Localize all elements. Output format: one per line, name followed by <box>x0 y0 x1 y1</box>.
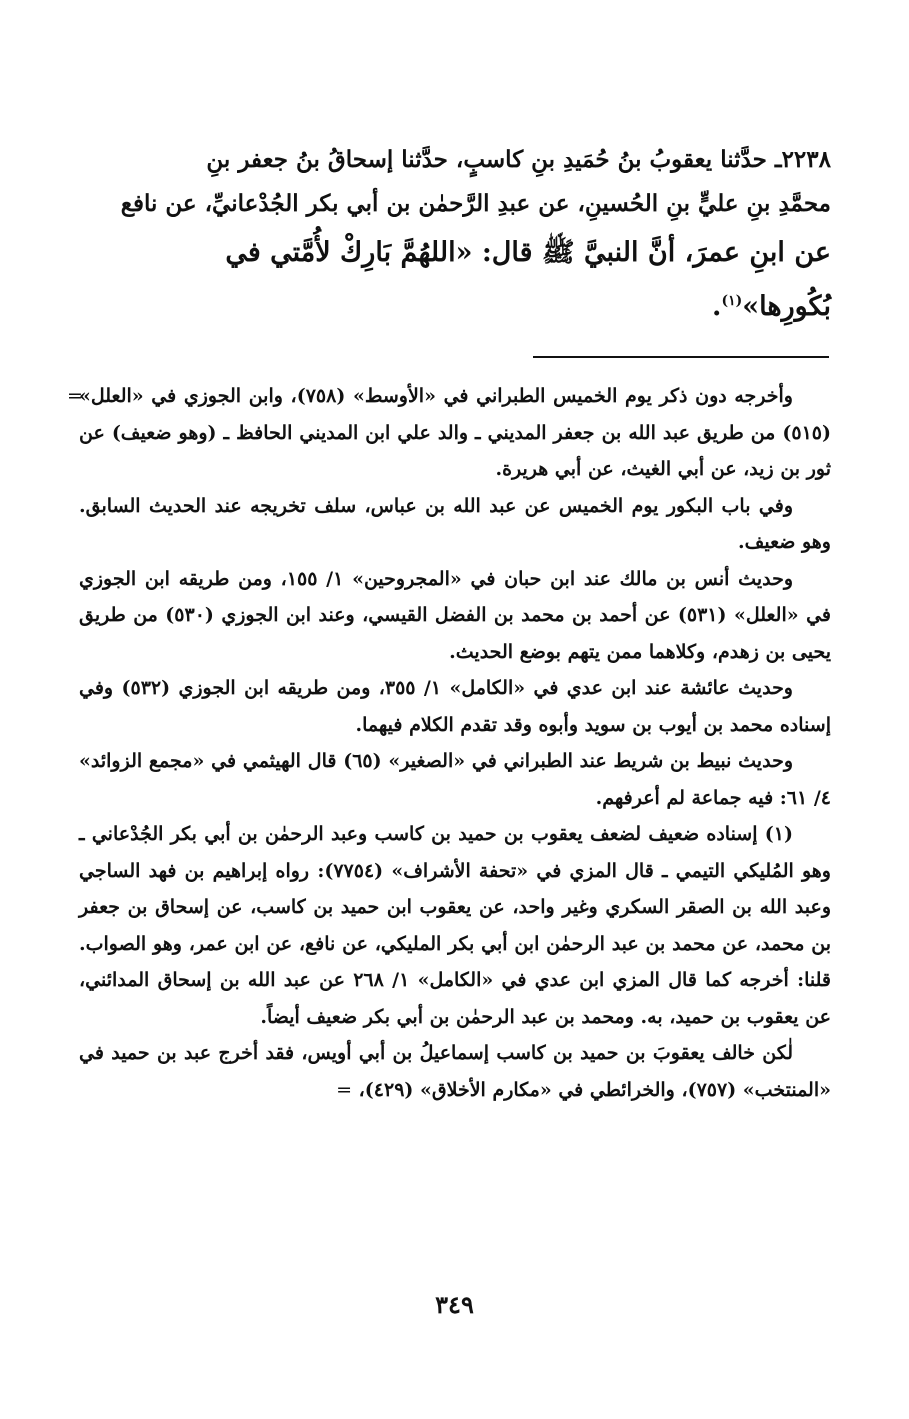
footnote-paragraph-7 <box>79 1035 831 1108</box>
footnote-paragraph-1-text: وأخرجه دون ذكر يوم الخميس الطبراني في «الأوسط» (٧٥٨)، وابن الجوزي في «العلل» (٥١٥) من طريق عبد الله بن جعفر المديني ـ والد علي ابن المديني الحافظ ـ (وهو ضعيف) عن ثور بن زيد، عن أبي الغيث، عن أبي هريرة. <box>79 385 831 480</box>
hadith-line-1: ٢٢٣٨ـ حدَّثنا يعقوبُ بنُ حُمَيدِ بنِ كاسبٍ، حدَّثنا إسحاقُ بنُ جعفر بنِ <box>206 146 831 173</box>
hadith-line-4 <box>79 280 831 334</box>
footnote-paragraph-6: (١) إسناده ضعيف لضعف يعقوب بن حميد بن كاسب وعبد الرحمٰن بن أبي بكر الجُدْعاني ـ وهو المُليكي التيمي ـ قال المزي في «تحفة الأشراف» (٧٧٥٤): رواه إبراهيم بن فهد الساجي وعبد الله بن الصقر السكري وغير واحد، عن يعقوب ابن حميد بن كاسب، عن إسحاق بن جعفر بن محمد، عن محمد بن عبد الرحمٰن ابن أبي بكر المليكي، عن نافع، عن ابن عمر، وهو الصواب. قلنا: أخرجه كما قال المزي ابن عدي في «الكامل» ١/ ٢٦٨ عن عبد الله بن إسحاق المدائني، عن يعقوب بن حميد، به. ومحمد بن عبد الرحمٰن بن أبي بكر ضعيف أيضاً. <box>79 823 831 1028</box>
hadith-line-3: عن ابنِ عمرَ، أنَّ النبيَّ ﷺ قال: «اللهُمَّ بَارِكْ لأُمَّتي في <box>225 237 831 268</box>
footnote-paragraph-2: وفي باب البكور يوم الخميس عن عبد الله بن عباس، سلف تخريجه عند الحديث السابق. وهو ضعيف. <box>79 494 831 553</box>
hadith-line-4-end: . <box>712 291 722 322</box>
continuation-mark-start: = <box>67 385 83 407</box>
hadith-paragraph <box>79 138 831 334</box>
hadith-text <box>79 138 831 334</box>
hadith-line-4-text: بُكُورِها» <box>742 291 831 322</box>
footnote-paragraph-1 <box>67 378 831 488</box>
footnote-marker: (١) <box>721 293 743 309</box>
footnote-paragraph-4: وحديث عائشة عند ابن عدي في «الكامل» ١/ ٣٥٥، ومن طريقه ابن الجوزي (٥٣٢) وفي إسناده محمد بن أيوب بن سويد وأبوه وقد تقدم الكلام فيهما. <box>79 677 831 736</box>
continuation-mark-end: = <box>336 1078 353 1101</box>
footnote-paragraph-7-text: لٰكن خالف يعقوبَ بن حميد بن كاسب إسماعيلُ بن أبي أويس، فقد أخرج عبد بن حميد في «المنتخب» (٧٥٧)، والخرائطي في «مكارم الأخلاق» (٤٢٩)، <box>79 1042 831 1101</box>
footnote-separator <box>533 356 829 358</box>
footnote-paragraph-5: وحديث نبيط بن شريط عند الطبراني في «الصغير» (٦٥) قال الهيثمي في «مجمع الزوائد» ٤/ ٦١: فيه جماعة لم أعرفهم. <box>79 750 831 809</box>
hadith-line-2: محمَّدِ بنِ عليٍّ بنِ الحُسينِ، عن عبدِ الرَّحمٰن بن أبي بكر الجُدْعانيِّ، عن نافع <box>120 190 831 217</box>
footnote-paragraph-3: وحديث أنس بن مالك عند ابن حبان في «المجروحين» ١/ ١٥٥، ومن طريقه ابن الجوزي في «العلل» (٥٣١) عن أحمد بن محمد بن الفضل القيسي، وعند ابن الجوزي (٥٣٠) من طريق يحيى بن زهدم، وكلاهما ممن يتهم بوضع الحديث. <box>79 567 831 663</box>
footnotes <box>67 378 831 1108</box>
page-number: ٣٤٩ <box>435 1290 474 1319</box>
